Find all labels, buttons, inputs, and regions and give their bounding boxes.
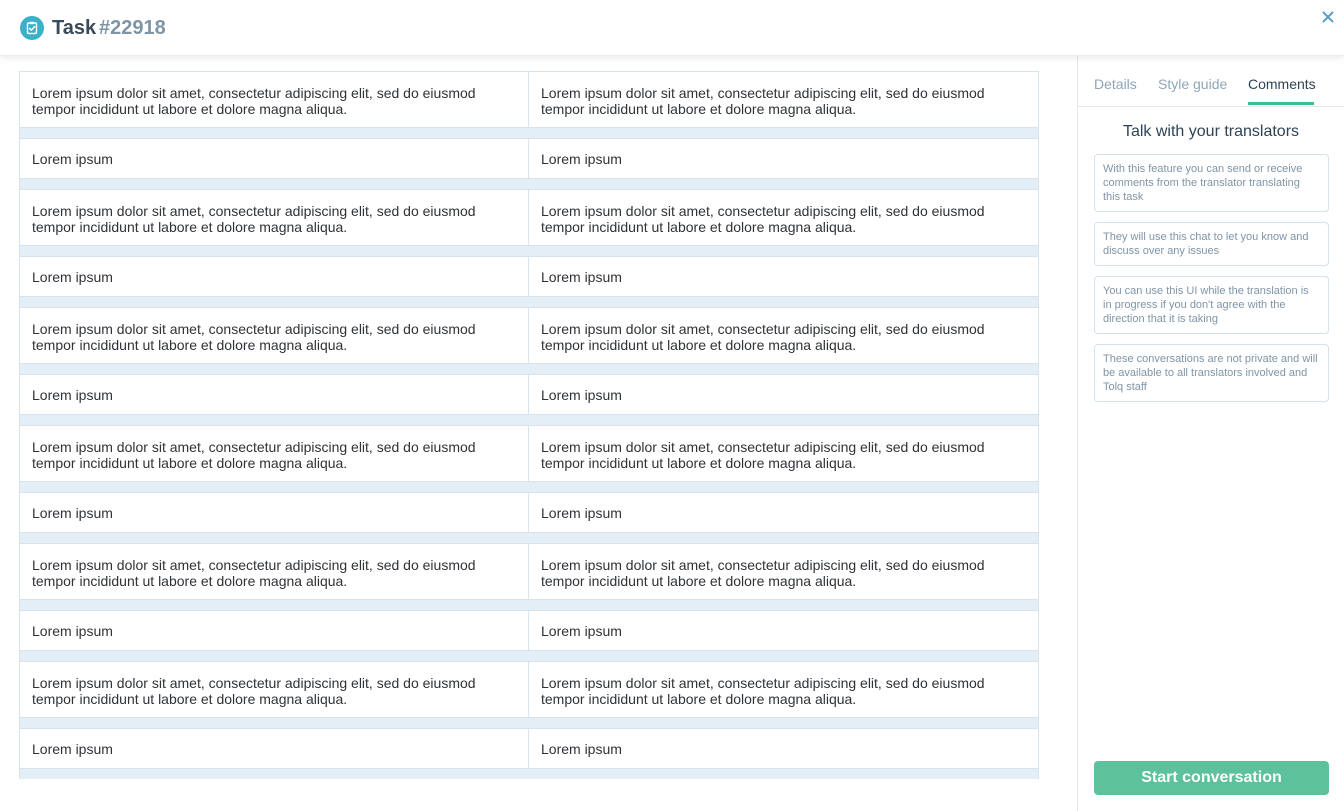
source-cell[interactable]: Lorem ipsum — [20, 257, 529, 296]
active-tab-indicator — [1248, 102, 1314, 105]
segment-row — [20, 661, 1038, 718]
source-cell[interactable]: Lorem ipsum dolor sit amet, consectetur adipiscing elit, sed do eiusmod tempor incididunt ut labore et dolore magna aliqua. — [20, 190, 529, 245]
target-cell[interactable]: Lorem ipsum — [541, 504, 622, 521]
segment-row — [20, 543, 1038, 600]
target-cell[interactable]: Lorem ipsum — [541, 150, 622, 167]
segments-panel — [0, 56, 1077, 811]
source-cell[interactable]: Lorem ipsum dolor sit amet, consectetur adipiscing elit, sed do eiusmod tempor incididunt ut labore et dolore magna aliqua. — [20, 544, 529, 599]
segment-row — [20, 728, 1038, 769]
segment-row — [20, 71, 1038, 128]
task-clipboard-icon — [20, 16, 44, 40]
info-item: They will use this chat to let you know and discuss over any issues — [1094, 222, 1329, 266]
target-cell[interactable]: Lorem ipsum dolor sit amet, consectetur adipiscing elit, sed do eiusmod tempor incididunt ut labore et dolore magna aliqua. — [541, 556, 985, 589]
segment-row — [20, 492, 1038, 533]
segment-row — [20, 425, 1038, 482]
tab-style-guide[interactable]: Style guide — [1158, 76, 1228, 92]
target-cell[interactable]: Lorem ipsum dolor sit amet, consectetur adipiscing elit, sed do eiusmod tempor incididunt ut labore et dolore magna aliqua. — [541, 84, 985, 117]
sidebar-title: Talk with your translators — [1122, 123, 1300, 140]
target-cell[interactable]: Lorem ipsum — [541, 268, 622, 285]
segment-row — [20, 138, 1038, 179]
target-cell[interactable]: Lorem ipsum dolor sit amet, consectetur adipiscing elit, sed do eiusmod tempor incididunt ut labore et dolore magna aliqua. — [541, 674, 985, 707]
close-icon — [1322, 11, 1334, 23]
info-item: You can use this UI while the translation is in progress if you don't agree with the direction that it is taking — [1094, 276, 1329, 334]
segment-row — [20, 610, 1038, 651]
start-conversation-button[interactable]: Start conversation — [1094, 761, 1329, 795]
source-cell[interactable]: Lorem ipsum dolor sit amet, consectetur adipiscing elit, sed do eiusmod tempor incididunt ut labore et dolore magna aliqua. — [20, 72, 529, 127]
target-cell[interactable]: Lorem ipsum dolor sit amet, consectetur adipiscing elit, sed do eiusmod tempor incididunt ut labore et dolore magna aliqua. — [541, 320, 985, 353]
tab-comments[interactable]: Comments — [1248, 76, 1316, 92]
segment-row — [20, 374, 1038, 415]
segment-row — [20, 256, 1038, 297]
source-cell[interactable]: Lorem ipsum — [20, 375, 529, 414]
target-cell[interactable]: Lorem ipsum dolor sit amet, consectetur adipiscing elit, sed do eiusmod tempor incididunt ut labore et dolore magna aliqua. — [541, 202, 985, 235]
target-cell[interactable]: Lorem ipsum — [541, 622, 622, 639]
segment-row — [20, 189, 1038, 246]
sidebar — [1077, 56, 1344, 811]
info-item: These conversations are not private and will be available to all translators involved and Tolq staff — [1094, 344, 1329, 402]
source-cell[interactable]: Lorem ipsum — [20, 729, 529, 768]
source-cell[interactable]: Lorem ipsum dolor sit amet, consectetur adipiscing elit, sed do eiusmod tempor incididunt ut labore et dolore magna aliqua. — [20, 662, 529, 717]
close-button[interactable] — [1318, 7, 1338, 27]
task-header — [0, 0, 1344, 56]
target-cell[interactable]: Lorem ipsum — [541, 386, 622, 403]
info-item: With this feature you can send or receive comments from the translator translating this task — [1094, 154, 1329, 212]
page-title: Task — [52, 17, 97, 39]
source-cell[interactable]: Lorem ipsum — [20, 493, 529, 532]
source-cell[interactable]: Lorem ipsum dolor sit amet, consectetur adipiscing elit, sed do eiusmod tempor incididunt ut labore et dolore magna aliqua. — [20, 426, 529, 481]
source-cell[interactable]: Lorem ipsum — [20, 611, 529, 650]
target-cell[interactable]: Lorem ipsum dolor sit amet, consectetur adipiscing elit, sed do eiusmod tempor incididunt ut labore et dolore magna aliqua. — [541, 438, 985, 471]
source-cell[interactable]: Lorem ipsum dolor sit amet, consectetur adipiscing elit, sed do eiusmod tempor incididunt ut labore et dolore magna aliqua. — [20, 308, 529, 363]
source-cell[interactable]: Lorem ipsum — [20, 139, 529, 178]
tab-details[interactable]: Details — [1094, 76, 1137, 92]
sidebar-tabs — [1078, 56, 1344, 107]
segment-row — [20, 307, 1038, 364]
segments-grid — [19, 71, 1039, 779]
target-cell[interactable]: Lorem ipsum — [541, 740, 622, 757]
task-id: #22918 — [99, 17, 166, 39]
